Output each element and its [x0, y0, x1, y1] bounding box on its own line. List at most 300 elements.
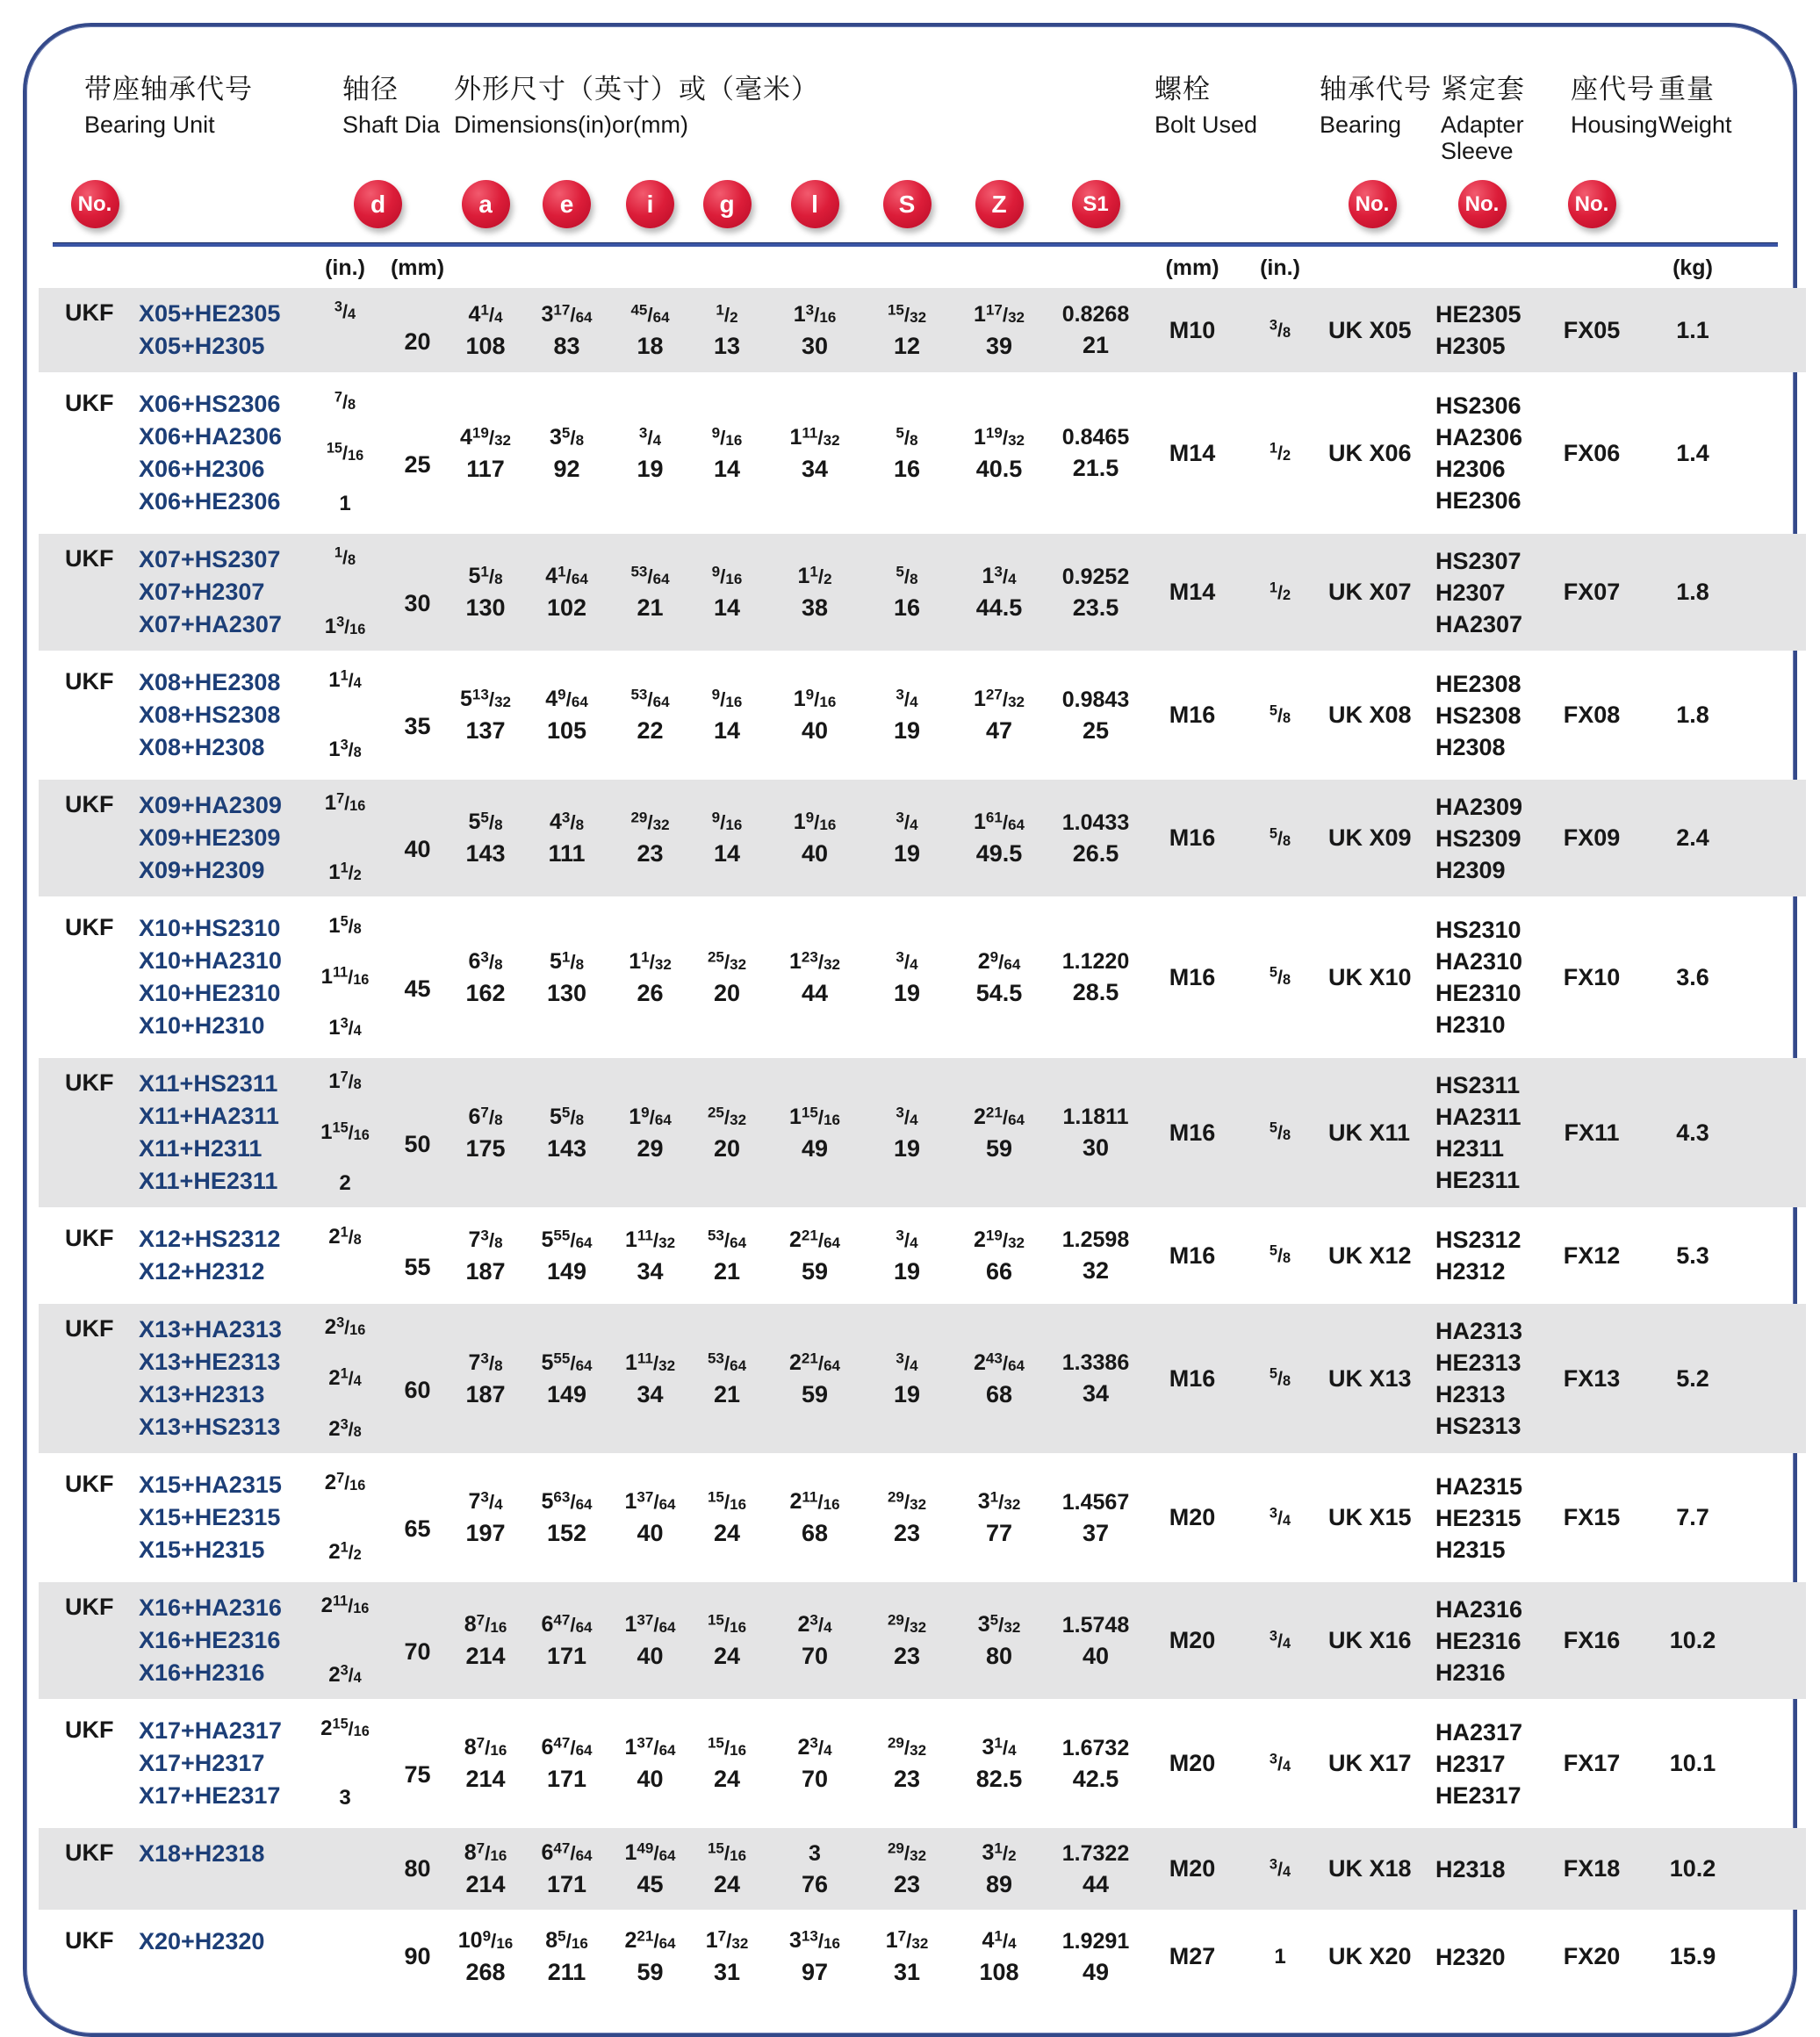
- dim-e-in: $6^{47}/_{64}$: [541, 1734, 593, 1760]
- row-prefix: UKF: [65, 1225, 114, 1251]
- row-prefix: UKF: [65, 914, 114, 940]
- dim-s-mm: 19: [893, 840, 921, 867]
- dim-z-in: $3^1/_{32}$: [977, 1488, 1021, 1514]
- adapter-sleeve-code: HE2317: [1435, 1781, 1521, 1809]
- shaft-dia-mm: 90: [404, 1943, 431, 1969]
- shaft-dia-in-value: $1^{15}/_{16}$: [320, 1119, 370, 1144]
- row-prefix: UKF: [65, 1069, 114, 1096]
- dim-e-mm: 102: [546, 594, 587, 621]
- badge-row: [51, 180, 1794, 228]
- shaft-dia-in-value: $1^{11}/_{16}$: [320, 964, 370, 989]
- dim-s1-mm: 30: [1082, 1134, 1110, 1161]
- dim-g-mm: 13: [713, 332, 741, 359]
- adapter-sleeve-code: H2317: [1435, 1750, 1506, 1777]
- shaft-dia-in-value: $2^3/_8$: [328, 1416, 362, 1441]
- dim-z-in: $1^{61}/_{64}$: [973, 809, 1025, 834]
- dim-z-in: $1^{19}/_{32}$: [973, 423, 1025, 450]
- table-row: [39, 780, 1806, 896]
- dim-l-in: $3^{13}/_{16}$: [788, 1927, 840, 1953]
- row-prefix: UKF: [65, 1315, 114, 1342]
- dim-s1: [1047, 1610, 1144, 1672]
- adapter-sleeve-code: H2309: [1435, 856, 1506, 883]
- dim-z-mm: 49.5: [975, 840, 1023, 867]
- table-row: [39, 1459, 1806, 1576]
- dim-s-in: $^5/_8$: [896, 423, 918, 449]
- dim-z: [951, 1486, 1047, 1549]
- weight-kg: 7.7: [1676, 1504, 1709, 1530]
- adapter-sleeve-no: [1425, 791, 1522, 886]
- bearing-unit-models: [139, 388, 306, 518]
- dim-s1-mm: 49: [1082, 1958, 1110, 1985]
- bearing-no: UK X16: [1328, 1627, 1412, 1653]
- dim-s-in: $1^7/_{32}$: [885, 1927, 929, 1953]
- header-adapter-sleeve: [1425, 67, 1539, 164]
- bearing-unit-models: [139, 298, 306, 363]
- dim-l-mm: 59: [801, 1257, 829, 1285]
- dim-a: [450, 1102, 521, 1164]
- dim-l-mm: 38: [801, 594, 829, 621]
- bolt-size-in: $^1/_2$: [1269, 440, 1291, 464]
- badge-no-adapter: No.: [1458, 180, 1507, 228]
- dim-e-mm: 152: [546, 1520, 587, 1546]
- shaft-dia-mm: 45: [404, 975, 431, 1002]
- dim-g-mm: 14: [713, 594, 741, 621]
- dim-z: [951, 1609, 1047, 1672]
- dim-s-in: $^3/_4$: [896, 1103, 918, 1128]
- row-prefix: UKF: [65, 791, 114, 817]
- dim-z-mm: 66: [985, 1257, 1013, 1285]
- dim-l: [766, 1348, 863, 1410]
- dim-i-mm: 22: [637, 717, 664, 744]
- dim-a-in: $8^7/_{16}$: [464, 1839, 507, 1865]
- header-divider: [53, 242, 1778, 247]
- shaft-dia-mm: 20: [404, 328, 431, 355]
- bearing-unit-model: X11+HS2311: [139, 1070, 278, 1097]
- dim-z-in: $2^9/_{64}$: [977, 947, 1021, 974]
- dim-a: [450, 422, 521, 485]
- dim-e: [521, 1486, 613, 1549]
- shaft-dia-in-value: $1^3/_8$: [328, 737, 362, 761]
- header-bolt-used-en: Bolt Used: [1155, 112, 1258, 138]
- dim-s-mm: 23: [893, 1643, 921, 1669]
- dim-i-in: $1^{37}/_{64}$: [624, 1611, 676, 1637]
- dim-z: [951, 1102, 1047, 1164]
- dim-g-in: $1^7/_{32}$: [705, 1927, 749, 1953]
- dim-l-in: $1^{23}/_{32}$: [788, 947, 840, 974]
- dim-g: [687, 947, 766, 1009]
- bearing-unit-model: X06+H2306: [139, 456, 265, 482]
- adapter-sleeve-code: HA2313: [1435, 1318, 1523, 1344]
- dim-a-in: $7^3/_4$: [468, 1488, 503, 1514]
- weight-kg: 1.8: [1676, 702, 1709, 728]
- unit-weight: (kg): [1673, 256, 1713, 280]
- dim-e-mm: 171: [546, 1871, 587, 1897]
- dim-i: [613, 1925, 687, 1988]
- dim-l: [766, 1839, 863, 1900]
- dim-i-mm: 21: [637, 594, 664, 621]
- dim-a-in: $7^3/_8$: [468, 1226, 503, 1252]
- bearing-unit-model: X11+H2311: [139, 1135, 263, 1162]
- dim-e-in: $5^5/_8$: [549, 1103, 585, 1129]
- dim-a-mm: 143: [465, 840, 506, 867]
- dim-s-mm: 23: [893, 1766, 921, 1792]
- dim-g: [687, 1838, 766, 1900]
- dim-e-in: $5^1/_8$: [549, 947, 585, 974]
- adapter-sleeve-no: [1425, 1941, 1506, 1973]
- bearing-unit-models: [139, 666, 306, 764]
- dim-g-in: $^9/_{16}$: [711, 563, 743, 587]
- table-header: [51, 67, 1794, 164]
- adapter-sleeve-no: [1425, 299, 1521, 362]
- bolt-size-mm: M16: [1169, 824, 1216, 851]
- dim-s1-mm: 42.5: [1072, 1765, 1119, 1792]
- dim-s-mm: 16: [893, 594, 921, 621]
- table-row: [39, 288, 1806, 372]
- shaft-dia-in-value: $^7/_8$: [334, 389, 356, 413]
- dim-z-mm: 47: [985, 717, 1013, 744]
- dim-z: [951, 1225, 1047, 1287]
- dim-a-in: $7^3/_8$: [468, 1349, 503, 1375]
- weight-kg: 10.1: [1669, 1750, 1716, 1776]
- bolt-size-mm: M20: [1169, 1750, 1216, 1776]
- bearing-unit-models: [139, 1469, 306, 1566]
- badge-d: d: [354, 180, 402, 228]
- dim-s: [863, 807, 951, 869]
- dim-s-mm: 23: [893, 1520, 921, 1546]
- dim-a-in: $8^7/_{16}$: [464, 1734, 507, 1760]
- dim-g-in: $^1/_2$: [716, 300, 738, 326]
- dim-a-in: $4^1/_4$: [468, 300, 503, 327]
- adapter-sleeve-code: HE2316: [1435, 1627, 1521, 1654]
- dim-s1: [1047, 808, 1144, 869]
- shaft-dia-mm: 55: [404, 1253, 431, 1280]
- dim-g-mm: 31: [713, 1959, 741, 1985]
- shaft-dia-in: [306, 298, 385, 363]
- dim-l-in: $1^9/_{16}$: [793, 809, 837, 834]
- dim-z: [951, 561, 1047, 623]
- dim-i: [613, 1348, 687, 1410]
- table-row: [39, 1304, 1806, 1453]
- dim-l-mm: 34: [801, 455, 829, 482]
- dim-g-in: $^9/_{16}$: [711, 686, 743, 710]
- dim-l-in: $2^{21}/_{64}$: [788, 1226, 840, 1252]
- adapter-sleeve-code: HA2315: [1435, 1472, 1523, 1500]
- dim-e-in: $6^{47}/_{64}$: [541, 1839, 593, 1865]
- dim-l-in: $2^{11}/_{16}$: [789, 1488, 840, 1514]
- dim-e-in: $4^1/_{64}$: [545, 563, 588, 588]
- row-prefix: UKF: [65, 545, 114, 572]
- dim-s: [863, 1732, 951, 1795]
- shaft-dia-in-value: $2^1/_4$: [328, 1365, 362, 1390]
- dim-s1-mm: 26.5: [1072, 839, 1119, 867]
- bearing-no: UK X09: [1328, 824, 1412, 851]
- bearing-unit-model: X17+H2317: [139, 1750, 265, 1776]
- dim-z-mm: 77: [985, 1520, 1013, 1546]
- bearing-unit-model: X15+HA2315: [139, 1472, 282, 1498]
- adapter-sleeve-code: HE2315: [1435, 1504, 1521, 1531]
- adapter-sleeve-code: H2311: [1435, 1135, 1505, 1162]
- shaft-dia-in-value: 2: [339, 1171, 351, 1195]
- dim-i: [613, 561, 687, 623]
- adapter-sleeve-code: H2310: [1435, 1011, 1506, 1038]
- dim-s-mm: 19: [893, 717, 921, 744]
- dim-s-in: $^{29}/_{32}$: [887, 1734, 927, 1759]
- dim-s1-in: 0.9843: [1061, 687, 1130, 712]
- bearing-unit-model: X10+HA2310: [139, 947, 282, 974]
- dim-g-in: $^{25}/_{32}$: [707, 1103, 747, 1128]
- row-prefix: UKF: [65, 1594, 114, 1620]
- badge-e: e: [543, 180, 591, 228]
- dim-e: [521, 561, 613, 623]
- dim-z-in: $1^{27}/_{32}$: [973, 686, 1025, 711]
- adapter-sleeve-code: HE2310: [1435, 980, 1521, 1006]
- bearing-unit-model: X08+H2308: [139, 734, 265, 760]
- badge-no-bearing: No.: [1349, 180, 1397, 228]
- dim-g: [687, 422, 766, 485]
- dim-g-mm: 21: [713, 1257, 741, 1285]
- dim-z-mm: 44.5: [975, 594, 1023, 621]
- shaft-dia-mm: 30: [404, 590, 431, 616]
- dim-s1-mm: 40: [1082, 1642, 1110, 1669]
- dim-s-in: $^{15}/_{32}$: [887, 300, 927, 326]
- adapter-sleeve-no: [1425, 914, 1522, 1040]
- bearing-unit-model: X05+HE2305: [139, 300, 281, 327]
- shaft-dia-in: [306, 1314, 385, 1443]
- table-body: [51, 288, 1794, 1997]
- bearing-unit-model: X12+H2312: [139, 1258, 265, 1285]
- dim-e-mm: 105: [546, 717, 587, 744]
- bolt-size-in: $^3/_4$: [1269, 1751, 1291, 1774]
- shaft-dia-mm: 75: [404, 1761, 431, 1788]
- dim-l-mm: 40: [801, 717, 829, 744]
- dim-z: [951, 1838, 1047, 1900]
- adapter-sleeve-code: HE2306: [1435, 487, 1521, 514]
- dim-e: [521, 1925, 613, 1988]
- dim-l-mm: 70: [801, 1643, 829, 1669]
- shaft-dia-mm: 25: [404, 450, 431, 478]
- dim-e: [521, 1225, 613, 1287]
- bearing-unit-model: X06+HS2306: [139, 391, 281, 417]
- dim-s1: [1047, 422, 1144, 484]
- bolt-size-in: $^3/_8$: [1269, 317, 1291, 341]
- shaft-dia-in-value: $^3/_4$: [334, 299, 356, 322]
- shaft-dia-in-value: $2^7/_{16}$: [324, 1470, 366, 1494]
- dim-s-in: $^3/_4$: [896, 1349, 918, 1374]
- dim-l: [766, 807, 863, 869]
- bearing-unit-models: [139, 1838, 306, 1870]
- header-bolt-used-zh: 螺栓: [1155, 74, 1211, 104]
- dim-i-in: $^{45}/_{64}$: [630, 300, 670, 326]
- bolt-size-in: $^5/_8$: [1269, 1365, 1291, 1389]
- bolt-size-mm: M10: [1169, 316, 1216, 343]
- adapter-sleeve-code: HS2312: [1435, 1227, 1521, 1253]
- housing-no: FX07: [1563, 579, 1621, 605]
- adapter-sleeve-code: HS2306: [1435, 392, 1521, 419]
- bolt-size-in: $^3/_4$: [1269, 1505, 1291, 1529]
- dim-i-mm: 40: [637, 1520, 664, 1546]
- shaft-dia-in-value: $1^1/_2$: [328, 860, 362, 884]
- housing-no: FX20: [1563, 1943, 1621, 1969]
- row-prefix: UKF: [65, 1927, 114, 1954]
- dim-l-in: $2^3/_4$: [797, 1734, 832, 1760]
- bearing-unit-model: X07+H2307: [139, 579, 265, 605]
- housing-no: FX13: [1563, 1364, 1621, 1392]
- dim-a: [450, 1838, 521, 1900]
- dim-i-in: $1^{11}/_{32}$: [624, 1349, 676, 1375]
- shaft-dia-mm: 40: [404, 836, 431, 862]
- bearing-unit-models: [139, 1715, 306, 1812]
- unit-shaft-mm: (mm): [390, 256, 445, 280]
- shaft-dia-in-value: $1^1/_4$: [328, 667, 362, 692]
- housing-no: FX15: [1563, 1504, 1621, 1530]
- dim-z-mm: 40.5: [975, 455, 1023, 482]
- dim-a-mm: 175: [465, 1134, 506, 1162]
- dim-a-mm: 162: [465, 979, 506, 1006]
- dim-i: [613, 422, 687, 485]
- dim-z-mm: 39: [985, 332, 1013, 359]
- dim-g-mm: 20: [713, 979, 741, 1006]
- dim-s-mm: 19: [893, 1134, 921, 1162]
- adapter-sleeve-code: H2320: [1435, 1943, 1506, 1970]
- badge-no-housing: No.: [1568, 180, 1616, 228]
- header-housing-en: Housing: [1571, 112, 1658, 138]
- dim-g: [687, 1925, 766, 1988]
- dim-s1-in: 0.8465: [1061, 425, 1130, 450]
- dim-s1-mm: 44: [1082, 1870, 1110, 1897]
- adapter-sleeve-no: [1425, 1069, 1521, 1196]
- dim-z-in: $1^{17}/_{32}$: [973, 300, 1025, 327]
- shaft-dia-in: [306, 1838, 385, 1900]
- bolt-size-mm: M16: [1169, 1242, 1216, 1269]
- dim-z: [951, 807, 1047, 869]
- dim-l-mm: 97: [801, 1959, 829, 1985]
- dim-z-mm: 59: [985, 1134, 1013, 1162]
- dim-z-in: $2^{19}/_{32}$: [973, 1226, 1025, 1252]
- bearing-unit-model: X08+HS2308: [139, 702, 281, 728]
- adapter-sleeve-code: H2312: [1435, 1258, 1506, 1285]
- bearing-unit-model: X08+HE2308: [139, 669, 281, 695]
- dim-a-in: $8^7/_{16}$: [464, 1611, 507, 1637]
- bearing-no: UK X08: [1328, 702, 1412, 728]
- dim-s1: [1047, 299, 1144, 361]
- shaft-dia-mm: 70: [404, 1638, 431, 1665]
- dim-i-in: $1^1/_{32}$: [629, 947, 672, 974]
- badge-g: g: [703, 180, 752, 228]
- dim-a-mm: 117: [466, 455, 505, 482]
- dim-i-mm: 26: [637, 979, 664, 1006]
- weight-kg: 10.2: [1669, 1855, 1716, 1882]
- row-prefix: UKF: [65, 1839, 114, 1866]
- header-housing-zh: 座代号: [1571, 74, 1655, 104]
- adapter-sleeve-code: HE2311: [1435, 1167, 1521, 1193]
- units-row: [51, 252, 1794, 283]
- bearing-unit-model: X09+HE2309: [139, 824, 281, 851]
- shaft-dia-mm: 80: [404, 1855, 431, 1882]
- dim-l-in: $1^1/_2$: [797, 563, 832, 588]
- dim-l: [766, 947, 863, 1009]
- bearing-no: UK X18: [1328, 1855, 1412, 1882]
- header-dimensions-zh: 外形尺寸（英寸）或（毫米）: [454, 74, 819, 104]
- dim-g: [687, 1102, 766, 1164]
- dim-g: [687, 561, 766, 623]
- dim-z-mm: 89: [985, 1871, 1013, 1897]
- adapter-sleeve-code: HA2317: [1435, 1718, 1523, 1745]
- dim-i-in: $2^{21}/_{64}$: [624, 1927, 676, 1953]
- bearing-unit-models: [139, 1925, 306, 1958]
- dim-l-mm: 49: [801, 1134, 829, 1162]
- dim-s1-in: 1.2598: [1061, 1227, 1130, 1252]
- dim-i-mm: 34: [637, 1380, 664, 1407]
- bolt-size-mm: M16: [1169, 702, 1216, 728]
- dim-s1: [1047, 1348, 1144, 1409]
- bearing-no: UK X12: [1328, 1242, 1412, 1269]
- dim-g-in: $^{15}/_{16}$: [707, 1488, 747, 1513]
- dim-s1: [1047, 1102, 1144, 1163]
- bolt-size-mm: M16: [1169, 1364, 1216, 1392]
- dim-l-in: $2^3/_4$: [797, 1611, 832, 1637]
- bolt-size-mm: M20: [1169, 1855, 1216, 1882]
- bearing-no: UK X13: [1328, 1364, 1412, 1392]
- weight-kg: 15.9: [1669, 1943, 1716, 1969]
- dim-e-mm: 149: [546, 1380, 587, 1407]
- shaft-dia-in-value: $2^1/_8$: [328, 1224, 362, 1249]
- bearing-unit-models: [139, 912, 306, 1042]
- dim-l: [766, 561, 863, 623]
- bearing-spec-sheet: [23, 23, 1797, 2037]
- dim-s1: [1047, 947, 1144, 1008]
- bolt-size-in: 1: [1274, 1944, 1286, 1969]
- dim-s1-in: 1.9291: [1061, 1928, 1130, 1954]
- dim-s1-mm: 34: [1082, 1380, 1110, 1407]
- dim-g-mm: 24: [713, 1520, 741, 1546]
- dim-a-mm: 187: [465, 1257, 506, 1285]
- dim-l-mm: 59: [801, 1380, 829, 1407]
- dim-i-mm: 18: [637, 332, 664, 359]
- bolt-size-mm: M20: [1169, 1627, 1216, 1653]
- header-weight: [1644, 67, 1741, 138]
- bearing-unit-models: [139, 543, 306, 641]
- dim-i-in: $1^9/_{64}$: [629, 1103, 672, 1129]
- dim-a-in: $6^7/_8$: [468, 1103, 503, 1129]
- dim-e: [521, 299, 613, 362]
- dim-e-in: $6^{47}/_{64}$: [541, 1611, 593, 1637]
- dim-g-mm: 14: [713, 455, 741, 482]
- adapter-sleeve-code: HS2307: [1435, 547, 1521, 574]
- shaft-dia-in: [306, 388, 385, 518]
- dim-z-in: $2^{21}/_{64}$: [973, 1103, 1025, 1129]
- dim-e-in: $3^{17}/_{64}$: [541, 300, 593, 327]
- dim-e-in: $5^{55}/_{64}$: [541, 1349, 593, 1375]
- dim-i-mm: 19: [637, 455, 664, 482]
- dim-s1-in: 1.0433: [1061, 810, 1130, 835]
- dim-g-in: $^{53}/_{64}$: [707, 1349, 747, 1374]
- dim-a-mm: 268: [465, 1959, 506, 1985]
- bearing-unit-models: [139, 1223, 306, 1288]
- dim-g: [687, 1348, 766, 1410]
- dim-g: [687, 807, 766, 869]
- dim-a: [450, 1348, 521, 1410]
- badge-a: a: [462, 180, 510, 228]
- dim-s1-in: 1.6732: [1061, 1735, 1130, 1760]
- adapter-sleeve-code: H2313: [1435, 1381, 1506, 1407]
- dim-a-in: $10^9/_{16}$: [457, 1927, 514, 1953]
- dim-e: [521, 1732, 613, 1795]
- dim-i: [613, 1486, 687, 1549]
- bearing-unit-model: X16+H2316: [139, 1659, 265, 1686]
- dim-e-in: $5^{55}/_{64}$: [541, 1226, 593, 1252]
- bearing-unit-model: X13+HA2313: [139, 1316, 282, 1342]
- dim-s1: [1047, 1839, 1144, 1900]
